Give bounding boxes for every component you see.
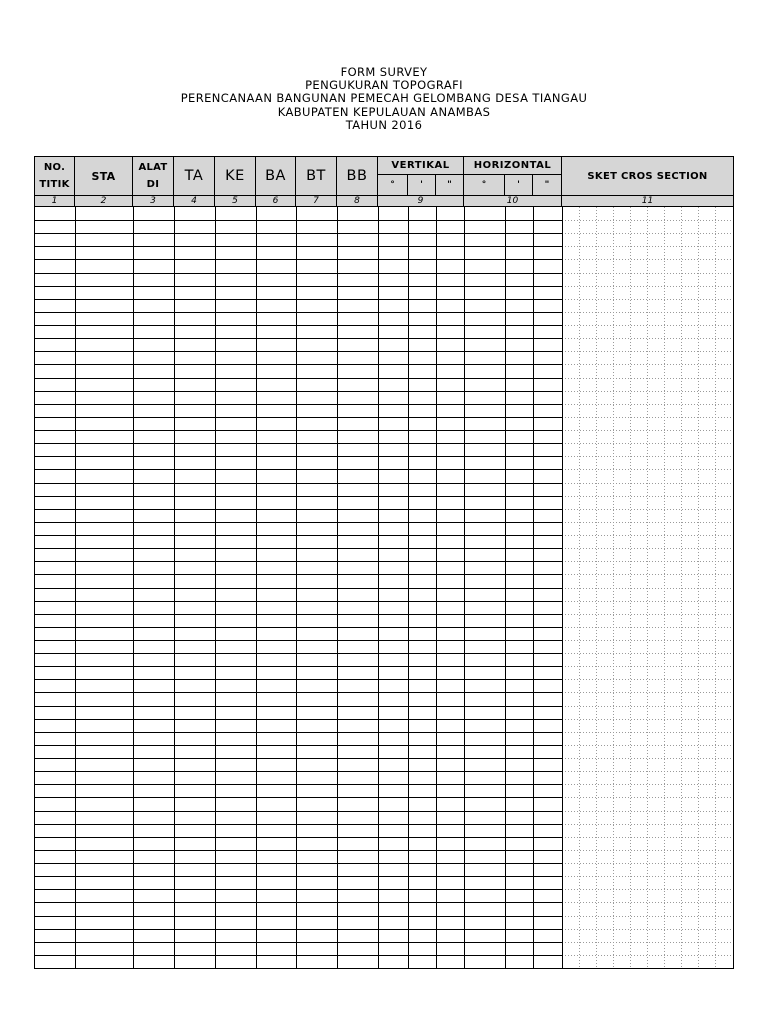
- data-entry-grid[interactable]: [35, 207, 733, 968]
- column-number: 2: [75, 196, 133, 206]
- header-ta: TA: [174, 157, 215, 195]
- column-number: 8: [337, 196, 378, 206]
- title-kabupaten: KABUPATEN KEPULAUAN ANAMBAS: [277, 104, 491, 119]
- column-number: 5: [215, 196, 256, 206]
- title-project: PERENCANAAN BANGUNAN PEMECAH GELOMBANG DESA TIANGAU: [180, 91, 588, 106]
- title-year: TAHUN 2016: [345, 117, 423, 132]
- header-bb: BB: [337, 157, 378, 195]
- header-sket-cros-section: SKET CROS SECTION: [562, 157, 733, 195]
- column-number: 6: [256, 196, 296, 206]
- header-no-titik: NO. TITIK: [35, 157, 75, 195]
- column-number: 1: [35, 196, 75, 206]
- column-number: 10: [464, 196, 562, 206]
- column-number: 3: [133, 196, 174, 206]
- column-number-row: [35, 195, 733, 207]
- header-ba: BA: [256, 157, 296, 195]
- vertikal-degree-header: °: [378, 175, 408, 195]
- vertikal-minute-header: ': [408, 175, 436, 195]
- column-number: 9: [378, 196, 464, 206]
- header-alat-di: ALAT DI: [133, 157, 174, 195]
- column-number: 7: [296, 196, 337, 206]
- title-pengukuran: PENGUKURAN TOPOGRAFI: [305, 78, 463, 93]
- form-title-block: [0, 66, 768, 132]
- column-number: 11: [641, 196, 654, 206]
- survey-table: [34, 156, 734, 969]
- header-ke: KE: [215, 157, 256, 195]
- horizontal-minute-header: ': [505, 175, 533, 195]
- horizontal-degree-header: °: [464, 175, 505, 195]
- vertikal-second-header: ": [436, 175, 464, 195]
- header-sta: STA: [75, 157, 133, 195]
- header-vertikal: VERTIKAL: [378, 157, 464, 175]
- horizontal-second-header: ": [533, 175, 562, 195]
- header-bt: BT: [296, 157, 337, 195]
- title-form-survey: FORM SURVEY: [340, 65, 428, 79]
- column-number: 4: [174, 196, 215, 206]
- header-horizontal: HORIZONTAL: [464, 157, 562, 175]
